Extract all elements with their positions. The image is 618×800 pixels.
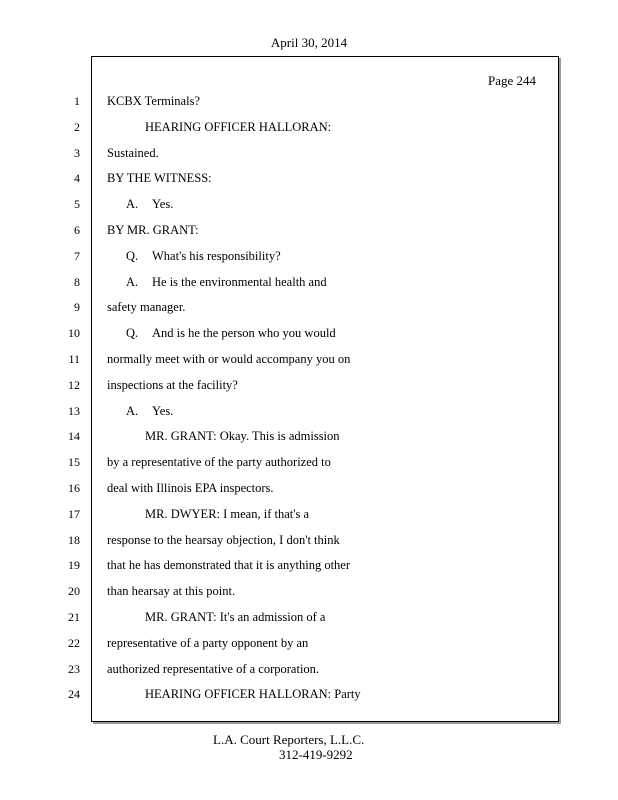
line-text: MR. GRANT: Okay. This is admission <box>145 429 340 443</box>
transcript-line <box>126 248 566 264</box>
transcript-line <box>107 93 547 109</box>
line-number: 3 <box>74 146 80 160</box>
qa-marker: A. <box>126 404 139 418</box>
line-text: Yes. <box>152 404 174 418</box>
line-number: 24 <box>68 687 80 701</box>
line-text: What's his responsibility? <box>152 249 281 263</box>
transcript-line <box>107 222 547 238</box>
line-text: And is he the person who you would <box>152 326 336 340</box>
transcript-line <box>107 145 547 161</box>
line-number: 22 <box>68 636 80 650</box>
transcript-line <box>145 119 585 135</box>
line-text: that he has demonstrated that it is anything other <box>107 558 350 572</box>
transcript-line <box>107 351 547 367</box>
line-text: HEARING OFFICER HALLORAN: <box>145 120 332 134</box>
line-text: safety manager. <box>107 300 186 314</box>
qa-marker: Q. <box>126 249 139 263</box>
line-text: response to the hearsay objection, I don't think <box>107 533 340 547</box>
page-number: Page 244 <box>487 73 536 88</box>
transcript-line <box>107 377 547 393</box>
line-number: 18 <box>68 533 80 547</box>
transcript-line <box>126 403 566 419</box>
transcript-line <box>107 557 547 573</box>
qa-marker: A. <box>126 197 139 211</box>
line-number: 8 <box>74 275 80 289</box>
line-text: Yes. <box>152 197 174 211</box>
line-number: 6 <box>74 223 80 237</box>
line-text: inspections at the facility? <box>107 378 238 392</box>
line-number: 17 <box>68 507 80 521</box>
line-number: 7 <box>74 249 80 263</box>
line-number: 23 <box>68 662 80 676</box>
line-number: 1 <box>74 94 80 108</box>
line-number: 20 <box>68 584 80 598</box>
transcript-line <box>107 635 547 651</box>
line-number: 15 <box>68 455 80 469</box>
transcript-line <box>126 325 566 341</box>
transcript-line <box>107 299 547 315</box>
qa-marker: Q. <box>126 326 139 340</box>
line-text: authorized representative of a corporation. <box>107 662 320 676</box>
line-text: BY THE WITNESS: <box>107 171 212 185</box>
line-number: 16 <box>68 481 80 495</box>
transcript-line <box>107 661 547 677</box>
line-text: BY MR. GRANT: <box>107 223 199 237</box>
line-number: 4 <box>74 171 80 185</box>
transcript-line <box>107 170 547 186</box>
line-number: 2 <box>74 120 80 134</box>
line-number: 5 <box>74 197 80 211</box>
transcript-line <box>126 196 566 212</box>
line-text: MR. GRANT: It's an admission of a <box>145 610 326 624</box>
transcript-line <box>145 428 585 444</box>
line-text: than hearsay at this point. <box>107 584 236 598</box>
line-text: normally meet with or would accompany you on <box>107 352 351 366</box>
footer-company: L.A. Court Reporters, L.L.C. <box>213 732 365 747</box>
transcript-line <box>107 480 547 496</box>
line-text: representative of a party opponent by an <box>107 636 309 650</box>
transcript-line <box>145 686 585 702</box>
line-number: 19 <box>68 558 80 572</box>
line-number: 14 <box>68 429 80 443</box>
line-text: He is the environmental health and <box>152 275 327 289</box>
transcript-line <box>107 532 547 548</box>
line-number: 21 <box>68 610 80 624</box>
transcript-line <box>126 274 566 290</box>
line-number: 10 <box>68 326 80 340</box>
line-number: 13 <box>68 404 80 418</box>
transcript-line <box>107 454 547 470</box>
transcript-line <box>145 609 585 625</box>
line-text: by a representative of the party authorized to <box>107 455 331 469</box>
qa-marker: A. <box>126 275 139 289</box>
line-text: Sustained. <box>107 146 159 160</box>
line-number: 9 <box>74 300 80 314</box>
header-date: April 30, 2014 <box>270 35 348 50</box>
line-text: MR. DWYER: I mean, if that's a <box>145 507 310 521</box>
line-text: KCBX Terminals? <box>107 94 200 108</box>
line-text: deal with Illinois EPA inspectors. <box>107 481 274 495</box>
line-number: 12 <box>68 378 80 392</box>
transcript-line <box>145 506 585 522</box>
line-text: HEARING OFFICER HALLORAN: Party <box>145 687 361 701</box>
line-number: 11 <box>68 352 80 366</box>
transcript-line <box>107 583 547 599</box>
footer-phone: 312-419-9292 <box>279 747 353 762</box>
